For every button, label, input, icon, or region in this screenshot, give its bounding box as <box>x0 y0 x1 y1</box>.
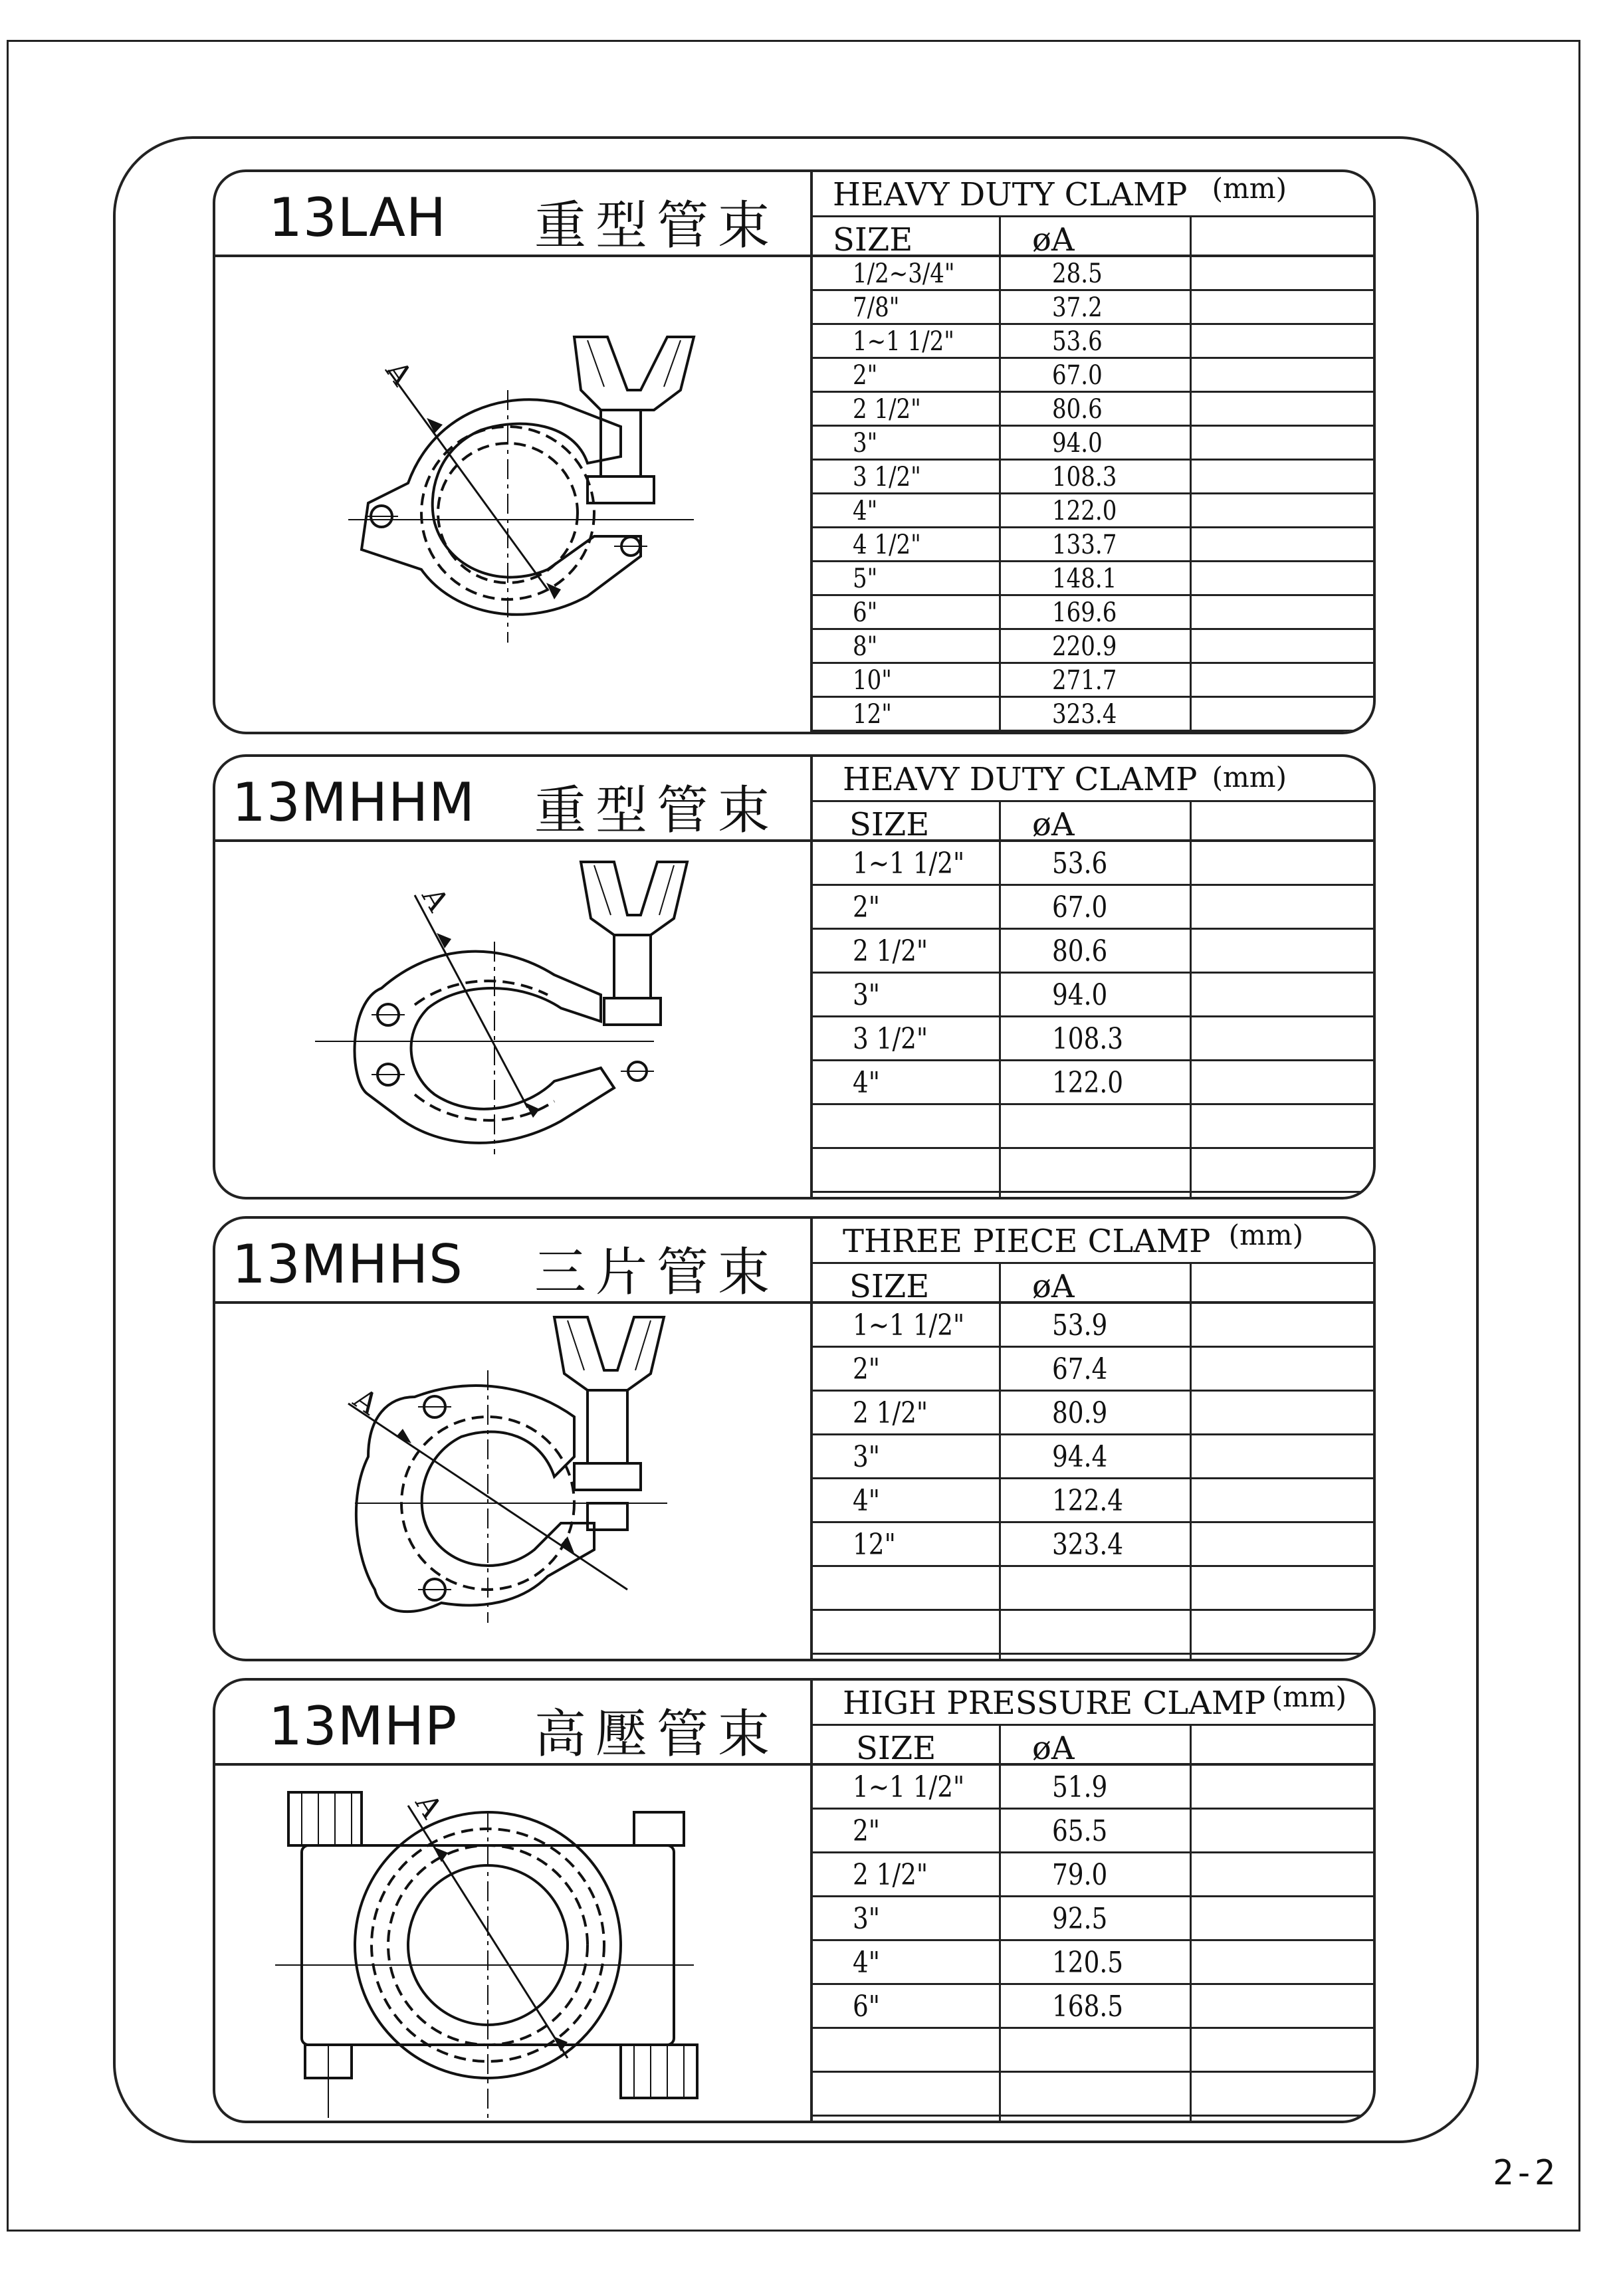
dimension-table <box>810 1219 1373 1659</box>
table-title <box>813 1681 1373 1726</box>
size-cell: 3 1/2" <box>853 461 921 492</box>
size-cell: 1~1 1/2" <box>853 847 965 881</box>
clamp-drawing <box>215 1766 810 2121</box>
table-title <box>813 1219 1373 1264</box>
size-cell: 3" <box>853 978 880 1012</box>
table-row <box>813 1435 1373 1479</box>
diameter-cell: 37.2 <box>1052 292 1103 323</box>
col-header-size: SIZE <box>833 221 913 259</box>
column-header-row <box>813 802 1373 842</box>
table-row <box>813 1810 1373 1853</box>
table-row <box>813 562 1373 596</box>
table-row <box>813 886 1373 930</box>
size-cell: 10" <box>853 665 892 696</box>
diameter-cell: 80.6 <box>1052 393 1103 425</box>
table-row <box>813 461 1373 494</box>
product-name-zh: 三片管束 <box>534 1243 780 1303</box>
table-row <box>813 427 1373 461</box>
table-row <box>813 2073 1373 2117</box>
size-cell: 2 1/2" <box>853 1858 928 1892</box>
dimension-table <box>810 757 1373 1197</box>
col-header-size: SIZE <box>849 1268 930 1305</box>
col-header-size: SIZE <box>849 806 930 843</box>
clamp-drawing <box>215 257 810 732</box>
col-header-diameter: øA <box>1032 806 1075 843</box>
size-cell: 2 1/2" <box>853 1396 928 1430</box>
size-cell: 2" <box>853 1814 880 1848</box>
product-card-13mhp <box>213 1678 1376 2123</box>
diameter-cell: 53.9 <box>1052 1308 1108 1342</box>
table-row <box>813 359 1373 393</box>
diameter-cell: 53.6 <box>1052 847 1108 881</box>
diameter-cell: 53.6 <box>1052 326 1103 357</box>
table-row <box>813 257 1373 291</box>
size-cell: 1~1 1/2" <box>853 326 954 357</box>
product-name-zh: 重型管束 <box>534 781 780 841</box>
col-header-size: SIZE <box>856 1730 936 1767</box>
size-cell: 4" <box>853 1946 880 1980</box>
dimension-label-a: A <box>415 882 455 918</box>
table-row <box>813 291 1373 325</box>
diameter-cell: 94.0 <box>1052 427 1103 459</box>
table-row <box>813 664 1373 698</box>
table-row <box>813 1105 1373 1149</box>
diameter-cell: 108.3 <box>1052 1022 1124 1056</box>
diameter-cell: 80.9 <box>1052 1396 1108 1430</box>
table-row <box>813 528 1373 562</box>
table-title-text: HIGH PRESSURE CLAMP <box>843 1685 1266 1722</box>
dimension-label-a: A <box>378 355 419 392</box>
table-row <box>813 1348 1373 1392</box>
table-row <box>813 2029 1373 2073</box>
size-cell: 3" <box>853 1902 880 1936</box>
clamp-drawing <box>215 842 810 1197</box>
diameter-cell: 65.5 <box>1052 1814 1108 1848</box>
diameter-cell: 79.0 <box>1052 1858 1108 1892</box>
table-title-text: HEAVY DUTY CLAMP <box>843 761 1198 798</box>
unit-label: (mm) <box>1212 761 1287 793</box>
product-name-zh: 高壓管束 <box>534 1705 780 1764</box>
column-header-row <box>813 1264 1373 1304</box>
diameter-cell: 94.0 <box>1052 978 1108 1012</box>
table-row <box>813 1611 1373 1655</box>
diameter-cell: 67.0 <box>1052 360 1103 391</box>
column-header-row <box>813 217 1373 257</box>
product-header <box>215 1219 810 1304</box>
clamp-drawing <box>215 1304 810 1659</box>
product-card-13lah <box>213 169 1376 734</box>
table-row <box>813 596 1373 630</box>
diameter-cell: 323.4 <box>1052 1528 1124 1562</box>
size-cell: 12" <box>853 1528 896 1562</box>
dimension-label-a: A <box>347 1382 384 1422</box>
table-row <box>813 930 1373 974</box>
table-row <box>813 1392 1373 1435</box>
size-cell: 8" <box>853 631 878 662</box>
product-header <box>215 757 810 842</box>
diameter-cell: 168.5 <box>1052 1990 1124 2024</box>
unit-label: (mm) <box>1212 172 1287 205</box>
col-header-diameter: øA <box>1032 1730 1075 1767</box>
diameter-cell: 122.0 <box>1052 495 1117 526</box>
diameter-cell: 220.9 <box>1052 631 1117 662</box>
dimension-label-a: A <box>408 1788 449 1824</box>
col-header-diameter: øA <box>1032 1268 1075 1305</box>
table-row <box>813 1853 1373 1897</box>
size-cell: 7/8" <box>853 292 900 323</box>
diameter-cell: 51.9 <box>1052 1770 1108 1804</box>
table-row <box>813 1567 1373 1611</box>
size-cell: 1/2~3/4" <box>853 258 955 289</box>
product-card-13mhhm <box>213 754 1376 1200</box>
size-cell: 2" <box>853 1352 880 1386</box>
diameter-cell: 94.4 <box>1052 1440 1108 1474</box>
table-title-text: THREE PIECE CLAMP <box>843 1223 1211 1260</box>
diameter-cell: 133.7 <box>1052 529 1117 560</box>
size-cell: 3" <box>853 1440 880 1474</box>
table-row <box>813 1766 1373 1810</box>
size-cell: 12" <box>853 698 892 730</box>
table-row <box>813 494 1373 528</box>
table-row <box>813 393 1373 427</box>
product-header <box>215 1681 810 1766</box>
table-rows <box>813 1766 1373 2117</box>
size-cell: 2" <box>853 890 880 924</box>
table-row <box>813 1061 1373 1105</box>
unit-label: (mm) <box>1228 1219 1303 1251</box>
size-cell: 4" <box>853 495 878 526</box>
table-row <box>813 630 1373 664</box>
diameter-cell: 169.6 <box>1052 597 1117 628</box>
product-name-zh: 重型管束 <box>534 196 780 256</box>
diameter-cell: 122.4 <box>1052 1484 1124 1518</box>
column-header-row <box>813 1726 1373 1766</box>
table-row <box>813 1304 1373 1348</box>
model-code: 13MHP <box>269 1695 458 1757</box>
size-cell: 5" <box>853 563 878 594</box>
table-row <box>813 842 1373 886</box>
size-cell: 1~1 1/2" <box>853 1770 965 1804</box>
diameter-cell: 148.1 <box>1052 563 1117 594</box>
table-row <box>813 1985 1373 2029</box>
product-card-13mhhs <box>213 1216 1376 1661</box>
page-number: 2-2 <box>1493 2153 1555 2193</box>
table-rows <box>813 1304 1373 1655</box>
size-cell: 2 1/2" <box>853 934 928 968</box>
table-title <box>813 757 1373 802</box>
dimension-table <box>810 172 1373 732</box>
size-cell: 2 1/2" <box>853 393 921 425</box>
table-row <box>813 325 1373 359</box>
product-header <box>215 172 810 257</box>
size-cell: 6" <box>853 597 878 628</box>
size-cell: 6" <box>853 1990 880 2024</box>
size-cell: 3" <box>853 427 878 459</box>
size-cell: 4 1/2" <box>853 529 921 560</box>
table-title-text: HEAVY DUTY CLAMP <box>833 176 1188 213</box>
model-code: 13LAH <box>269 187 447 249</box>
table-rows <box>813 257 1373 732</box>
size-cell: 1~1 1/2" <box>853 1308 965 1342</box>
model-code: 13MHHS <box>232 1233 463 1295</box>
unit-label: (mm) <box>1271 1681 1346 1713</box>
diameter-cell: 28.5 <box>1052 258 1103 289</box>
diameter-cell: 80.6 <box>1052 934 1108 968</box>
table-row <box>813 698 1373 732</box>
table-rows <box>813 842 1373 1193</box>
table-row <box>813 1479 1373 1523</box>
size-cell: 4" <box>853 1066 880 1100</box>
table-title <box>813 172 1373 217</box>
table-row <box>813 1017 1373 1061</box>
dimension-table <box>810 1681 1373 2121</box>
diameter-cell: 92.5 <box>1052 1902 1108 1936</box>
diameter-cell: 67.0 <box>1052 890 1108 924</box>
size-cell: 3 1/2" <box>853 1022 928 1056</box>
diameter-cell: 122.0 <box>1052 1066 1124 1100</box>
table-row <box>813 1897 1373 1941</box>
table-row <box>813 974 1373 1017</box>
col-header-diameter: øA <box>1032 221 1075 259</box>
diameter-cell: 67.4 <box>1052 1352 1108 1386</box>
diameter-cell: 108.3 <box>1052 461 1117 492</box>
size-cell: 2" <box>853 360 878 391</box>
table-row <box>813 1523 1373 1567</box>
table-row <box>813 1941 1373 1985</box>
diameter-cell: 271.7 <box>1052 665 1117 696</box>
model-code: 13MHHM <box>232 772 476 833</box>
diameter-cell: 120.5 <box>1052 1946 1124 1980</box>
size-cell: 4" <box>853 1484 880 1518</box>
diameter-cell: 323.4 <box>1052 698 1117 730</box>
table-row <box>813 1149 1373 1193</box>
